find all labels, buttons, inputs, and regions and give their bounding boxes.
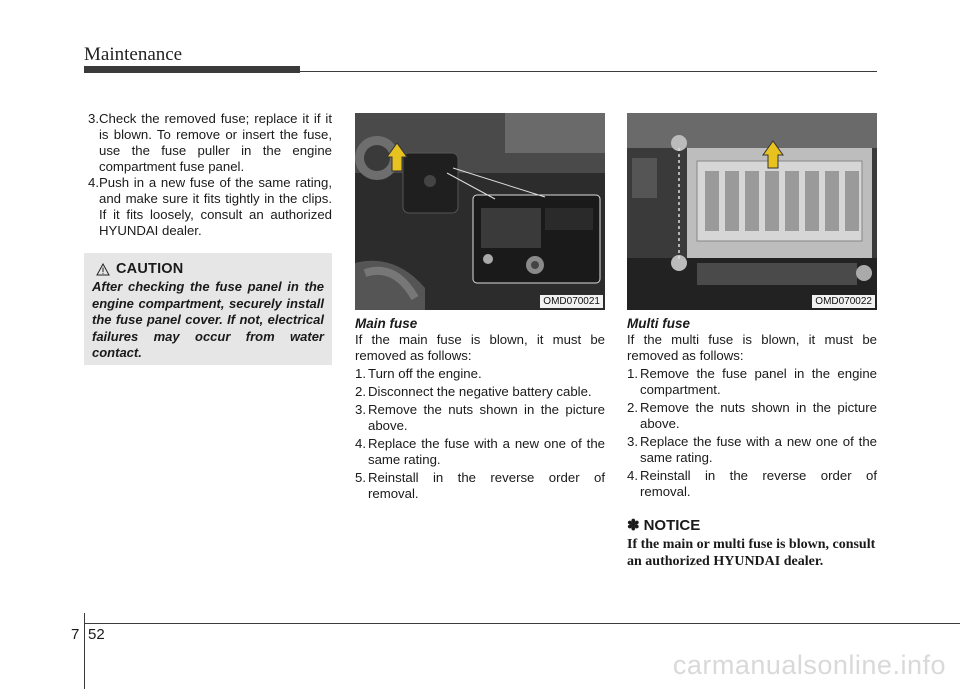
caution-box — [84, 253, 332, 365]
list-item: 2. Disconnect the negative battery cable. — [355, 384, 592, 399]
main-fuse-photo — [355, 113, 605, 310]
caution-text: After checking the fuse panel in the engine compartment, securely install the fuse panel cover. If not, electrical failures may occur from water contact. — [92, 279, 324, 360]
footer-rule — [84, 623, 960, 624]
section-title: Maintenance — [84, 44, 183, 65]
main-fuse-steps — [355, 366, 605, 502]
watermark: carmanualsonline.info — [672, 650, 946, 680]
main-fuse-section — [355, 316, 605, 504]
header-rule-thin — [300, 71, 877, 72]
multi-fuse-subtitle: Multi fuse — [627, 316, 690, 331]
header-rule-thick — [84, 66, 300, 73]
list-item: 4. Push in a new fuse of the same rating, and make sure it fits tightly in the clips. If it fits loosely, consult an authorized HYUNDAI dealer. — [88, 175, 332, 238]
notice-title: NOTICE — [643, 517, 701, 534]
multi-fuse-steps — [627, 366, 877, 500]
image-code: OMD070022 — [812, 295, 875, 308]
fuse-panel-illustration — [627, 113, 877, 310]
main-fuse-intro: If the main fuse is blown, it must be removed as follows: — [355, 332, 605, 363]
list-item: 2. Remove the nuts shown in the picture above. — [627, 400, 877, 431]
multi-fuse-intro: If the multi fuse is blown, it must be removed as follows: — [627, 332, 877, 363]
notice-header — [627, 518, 877, 534]
image-code: OMD070021 — [540, 295, 603, 308]
left-column-steps — [84, 111, 332, 239]
main-fuse-subtitle: Main fuse — [355, 316, 418, 331]
engine-bay-illustration — [355, 113, 605, 310]
list-item: 3. Replace the fuse with a new one of the same rating. — [627, 434, 877, 465]
caution-title: CAUTION — [116, 261, 184, 277]
list-item: 4. Reinstall in the reverse order of removal. — [627, 468, 877, 499]
list-item: 5. Reinstall in the reverse order of removal. — [355, 470, 605, 501]
notice-text: If the main or multi fuse is blown, consult an authorized HYUNDAI dealer. — [627, 537, 876, 569]
warning-triangle-icon — [96, 263, 110, 276]
chapter-number: 7 — [71, 626, 80, 643]
multi-fuse-photo — [627, 113, 877, 310]
list-item: 1. Turn off the engine. — [355, 366, 482, 381]
list-item: 3. Check the removed fuse; replace it if it is blown. To remove or insert the fuse, use the fuse puller in the engine compartment fuse panel. — [88, 111, 332, 174]
list-item: 3. Remove the nuts shown in the picture above. — [355, 402, 605, 433]
notice-star-icon: ✽ — [627, 517, 640, 534]
list-item: 4. Replace the fuse with a new one of the same rating. — [355, 436, 605, 467]
footer-divider — [84, 613, 85, 689]
page-number: 52 — [88, 626, 105, 643]
list-item: 1. Remove the fuse panel in the engine compartment. — [627, 366, 877, 397]
caution-header — [92, 261, 324, 277]
multi-fuse-section — [627, 316, 877, 570]
